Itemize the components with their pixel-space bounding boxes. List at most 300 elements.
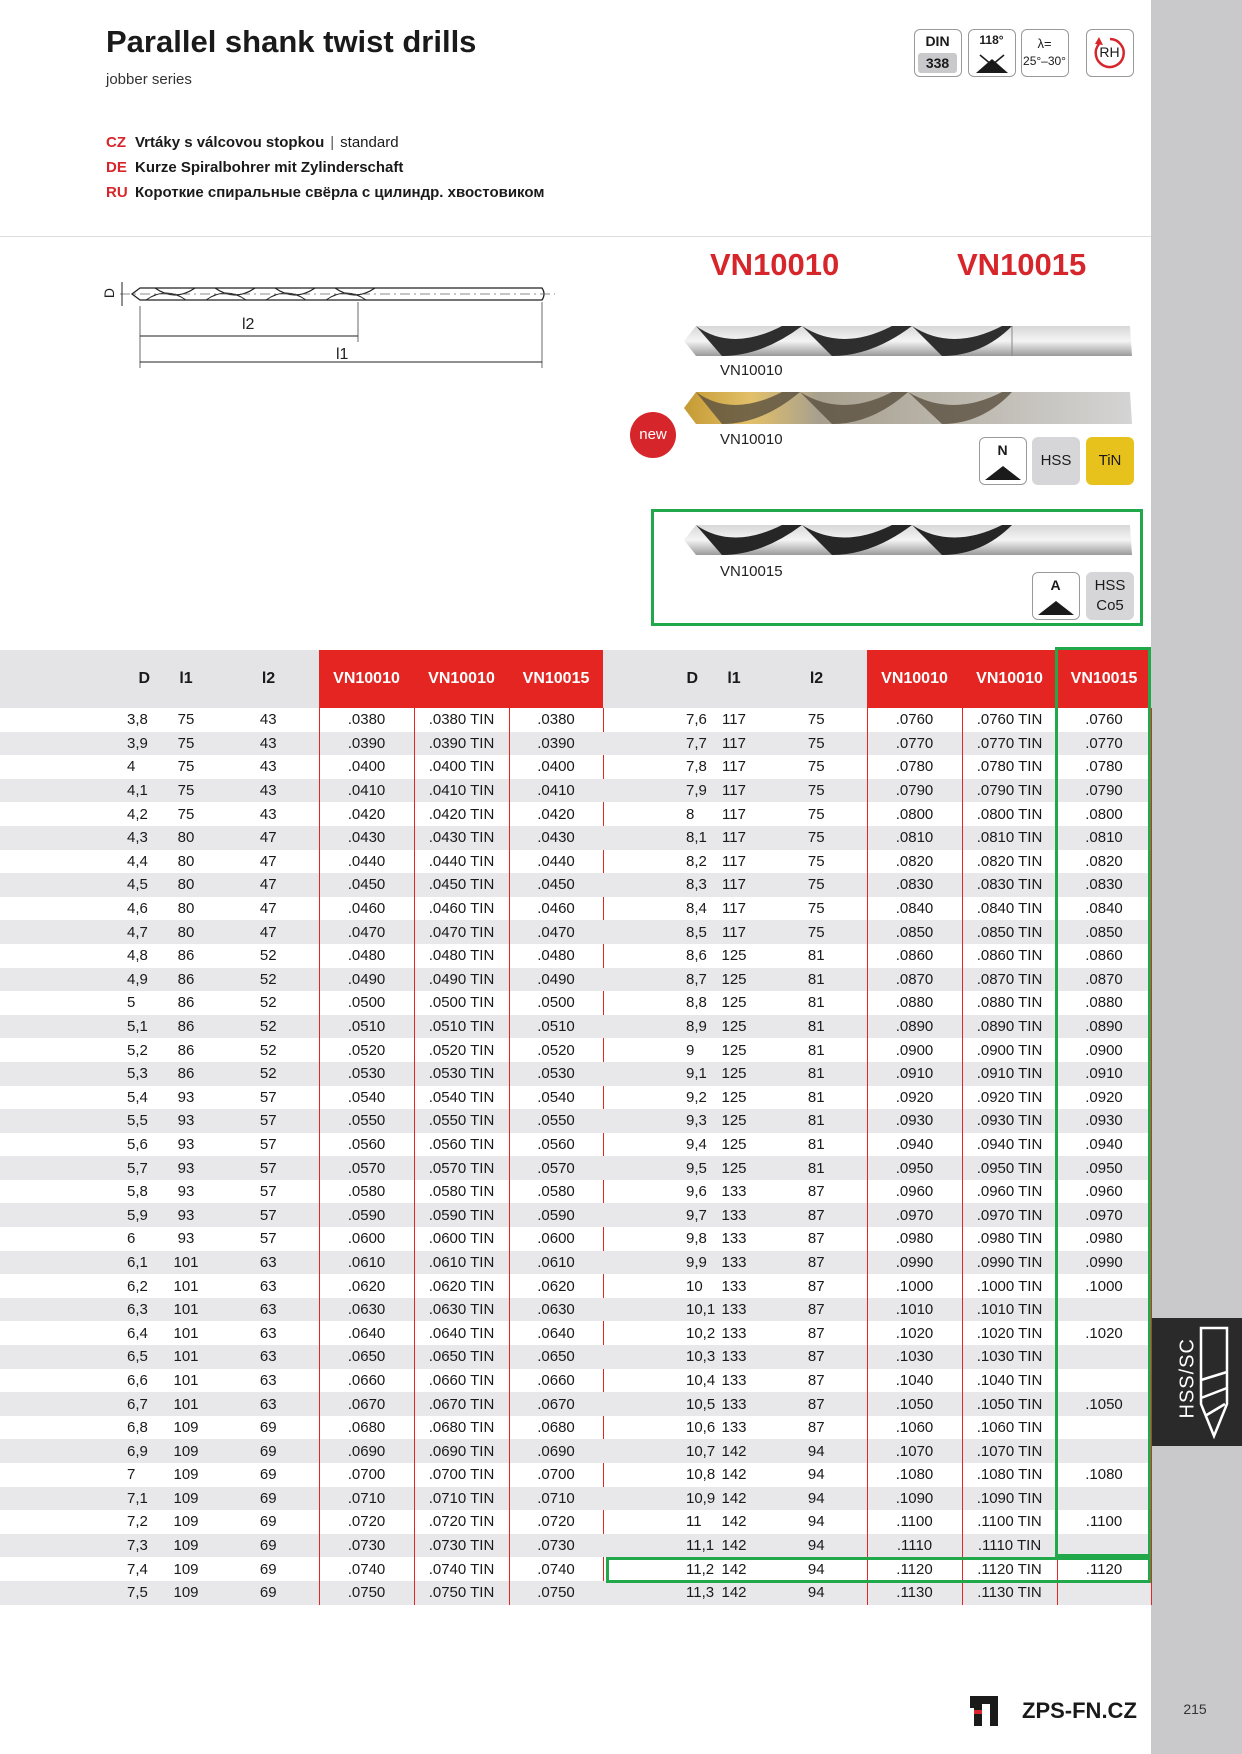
cell-vn10010-tin: .0930 TIN xyxy=(962,1109,1057,1133)
cell-d: 8,1 xyxy=(603,826,702,850)
cell-l1: 142 xyxy=(702,1581,766,1605)
cell-vn10010: .0510 xyxy=(319,1015,414,1039)
cell-vn10010: .0970 xyxy=(867,1203,962,1227)
table-row xyxy=(0,1086,603,1110)
cell-l2: 57 xyxy=(218,1203,319,1227)
cell-d: 11,3 xyxy=(603,1581,702,1605)
cell-l1: 93 xyxy=(177,1088,195,1106)
cell-l1: 142 xyxy=(721,1513,747,1531)
cell-vn10010: .0830 xyxy=(867,873,962,897)
cell-vn10010: .0620 xyxy=(319,1274,414,1298)
cell-l1: 133 xyxy=(721,1230,747,1248)
cell-l2: 87 xyxy=(807,1419,825,1437)
cell-vn10010-tin: .0770 TIN xyxy=(962,732,1057,756)
cell-vn10010: .1000 xyxy=(867,1274,962,1298)
cell-vn10010: .0480 xyxy=(319,944,414,968)
cell-l2: 81 xyxy=(766,1062,867,1086)
cell-d: 6,8 xyxy=(127,1419,148,1437)
cell-d: 4,4 xyxy=(127,852,148,870)
cell-d: 5,5 xyxy=(0,1109,154,1133)
cell-l2: 81 xyxy=(807,994,825,1012)
cell-l2: 75 xyxy=(766,873,867,897)
cell-vn10015: .0440 xyxy=(509,850,603,874)
cell-l2: 94 xyxy=(766,1487,867,1511)
cell-vn10015: .0740 xyxy=(509,1557,603,1581)
cell-vn10010-tin: .0890 TIN xyxy=(962,1015,1057,1039)
cell-vn10010-tin: .0580 TIN xyxy=(414,1180,509,1204)
cell-vn10015: .0520 xyxy=(509,1038,603,1062)
product-code-1: VN10010 xyxy=(710,247,840,282)
lang-code: RU xyxy=(106,184,128,201)
cell-vn10015: .1120 xyxy=(1057,1557,1151,1581)
cell-vn10010: .0940 xyxy=(867,1133,962,1157)
cell-l2: 47 xyxy=(218,826,319,850)
helix-angle-badge xyxy=(1021,29,1069,77)
cell-d: 10,5 xyxy=(603,1392,702,1416)
cell-d: 9,8 xyxy=(686,1230,707,1248)
cell-vn10015: .0840 xyxy=(1057,897,1151,921)
cell-l2: 63 xyxy=(259,1371,277,1389)
header-divider xyxy=(0,236,1151,237)
cell-vn10010-tin: .1030 TIN xyxy=(962,1345,1057,1369)
cell-l1: 80 xyxy=(154,873,218,897)
cell-l2: 87 xyxy=(766,1345,867,1369)
highlight-column-vn10015 xyxy=(1055,647,1151,1557)
cell-vn10010: .0400 xyxy=(319,755,414,779)
cell-vn10010: .0850 xyxy=(867,920,962,944)
cell-vn10015: .0760 xyxy=(1057,708,1151,732)
cell-vn10015: .0630 xyxy=(509,1298,603,1322)
cell-vn10015: .0530 xyxy=(509,1062,603,1086)
cell-d: 10,3 xyxy=(603,1345,702,1369)
cell-l1: 109 xyxy=(173,1560,199,1578)
cell-vn10010-tin: .0830 TIN xyxy=(962,873,1057,897)
cell-vn10015: .1050 xyxy=(1057,1392,1151,1416)
cell-d: 6,2 xyxy=(127,1277,148,1295)
cell-l1: 93 xyxy=(177,1183,195,1201)
rotation-badge xyxy=(1086,29,1134,77)
cell-d: 10,8 xyxy=(686,1466,716,1484)
drill-icon xyxy=(1195,1324,1233,1440)
cell-d: 4,7 xyxy=(0,920,154,944)
material-type-a-badge xyxy=(1032,572,1080,620)
cell-l2: 52 xyxy=(218,1015,319,1039)
cell-l1: 75 xyxy=(154,779,218,803)
cell-l1: 93 xyxy=(177,1230,195,1248)
cell-l2: 87 xyxy=(766,1251,867,1275)
rotation-label: RH xyxy=(1099,44,1120,60)
cell-l2: 63 xyxy=(218,1392,319,1416)
cell-d: 9,1 xyxy=(603,1062,702,1086)
table-row xyxy=(0,1369,603,1393)
lang-title: Kurze Spiralbohrer mit Zylinderschaft xyxy=(135,159,404,176)
cell-l2: 57 xyxy=(218,1156,319,1180)
cell-l1: 117 xyxy=(702,920,766,944)
table-row xyxy=(0,1227,603,1251)
cell-d: 7,3 xyxy=(0,1534,154,1558)
cell-l2: 87 xyxy=(766,1203,867,1227)
material-type-a-label: A xyxy=(1050,577,1061,593)
col-header-d: D xyxy=(0,650,154,708)
lang-title: Vrtáky s válcovou stopkou xyxy=(135,134,325,151)
cell-vn10015: .0380 xyxy=(509,708,603,732)
cell-vn10015: .0830 xyxy=(1057,873,1151,897)
cell-vn10010: .0800 xyxy=(867,802,962,826)
cell-vn10015: .0690 xyxy=(509,1439,603,1463)
din-badge-bottom: 338 xyxy=(918,53,957,73)
table-row xyxy=(0,802,603,826)
cell-vn10010: .0780 xyxy=(867,755,962,779)
cell-l1: 133 xyxy=(721,1183,747,1201)
cell-vn10015: .0790 xyxy=(1057,779,1151,803)
cell-vn10010: .0760 xyxy=(867,708,962,732)
cell-vn10015: .0500 xyxy=(509,991,603,1015)
cell-l2: 43 xyxy=(259,758,277,776)
cell-vn10010-tin: .0510 TIN xyxy=(414,1015,509,1039)
cell-d: 6,1 xyxy=(0,1251,154,1275)
cell-l2: 75 xyxy=(807,711,825,729)
cell-l1: 101 xyxy=(173,1277,199,1295)
cell-vn10010: .0650 xyxy=(319,1345,414,1369)
cell-d: 5,7 xyxy=(0,1156,154,1180)
cell-l2: 52 xyxy=(218,968,319,992)
cell-l1: 109 xyxy=(173,1419,199,1437)
din-badge xyxy=(914,29,962,77)
cell-d: 8,8 xyxy=(686,994,707,1012)
cell-l1: 117 xyxy=(702,779,766,803)
cell-l2: 47 xyxy=(259,900,277,918)
cell-l1: 109 xyxy=(154,1487,218,1511)
cell-vn10015: .0640 xyxy=(509,1321,603,1345)
cell-vn10010: .0570 xyxy=(319,1156,414,1180)
cell-d: 4,9 xyxy=(0,968,154,992)
cell-l2: 81 xyxy=(766,1015,867,1039)
cell-vn10015: .0510 xyxy=(509,1015,603,1039)
cell-vn10015: .0480 xyxy=(509,944,603,968)
table-row xyxy=(0,1298,603,1322)
cell-vn10015: .1100 xyxy=(1057,1510,1151,1534)
cell-vn10010-tin: .0450 TIN xyxy=(414,873,509,897)
cell-vn10010: .1080 xyxy=(867,1463,962,1487)
highlight-row-11-2 xyxy=(606,1557,1151,1583)
cell-vn10010: .0580 xyxy=(319,1180,414,1204)
cell-vn10010-tin: .0970 TIN xyxy=(962,1203,1057,1227)
cell-d: 4,5 xyxy=(0,873,154,897)
cell-l2: 57 xyxy=(218,1109,319,1133)
cell-d: 4,1 xyxy=(0,779,154,803)
cell-vn10010: .0600 xyxy=(319,1227,414,1251)
page-title: Parallel shank twist drills xyxy=(106,24,477,59)
cell-l1: 109 xyxy=(154,1439,218,1463)
cell-d: 7,1 xyxy=(0,1487,154,1511)
cell-vn10010: .1090 xyxy=(867,1487,962,1511)
cell-vn10010: .0980 xyxy=(867,1227,962,1251)
cell-vn10015: .0400 xyxy=(509,755,603,779)
cell-vn10015: .0920 xyxy=(1057,1086,1151,1110)
cell-vn10015: .0890 xyxy=(1057,1015,1151,1039)
cell-d: 5,1 xyxy=(0,1015,154,1039)
cell-vn10015: .0700 xyxy=(509,1463,603,1487)
cell-vn10015: .0680 xyxy=(509,1416,603,1440)
cell-vn10010: .0560 xyxy=(319,1133,414,1157)
cell-l2: 94 xyxy=(807,1560,825,1578)
cell-vn10010-tin: .0400 TIN xyxy=(414,755,509,779)
cell-l2: 52 xyxy=(259,947,277,965)
cell-l1: 101 xyxy=(173,1371,199,1389)
new-badge: new xyxy=(630,412,676,458)
cell-d: 5,3 xyxy=(0,1062,154,1086)
cell-vn10010: .0990 xyxy=(867,1251,962,1275)
table-row xyxy=(0,897,603,921)
cell-l1: 80 xyxy=(154,826,218,850)
drill-caption-3: VN10015 xyxy=(720,563,783,580)
cell-vn10015: .0810 xyxy=(1057,826,1151,850)
col-header-vn10015: VN10015 xyxy=(509,650,603,708)
cell-d: 8,2 xyxy=(686,852,707,870)
cell-l2: 43 xyxy=(259,805,277,823)
cell-vn10015: .0450 xyxy=(509,873,603,897)
cell-l1: 80 xyxy=(177,900,195,918)
cell-l1: 80 xyxy=(177,852,195,870)
cell-vn10010-tin: .0680 TIN xyxy=(414,1416,509,1440)
cell-vn10015: .0950 xyxy=(1057,1156,1151,1180)
cell-vn10015: .0980 xyxy=(1057,1227,1151,1251)
table-row xyxy=(0,1487,603,1511)
cell-vn10010-tin: .0660 TIN xyxy=(414,1369,509,1393)
cell-vn10010: .0550 xyxy=(319,1109,414,1133)
cell-l1: 86 xyxy=(154,1015,218,1039)
cell-vn10010-tin: .0790 TIN xyxy=(962,779,1057,803)
table-row xyxy=(603,1581,1151,1605)
cell-vn10015: .0420 xyxy=(509,802,603,826)
cell-d: 3,8 xyxy=(127,711,148,729)
cell-vn10010: .0720 xyxy=(319,1510,414,1534)
cell-vn10010: .0430 xyxy=(319,826,414,850)
cell-l2: 81 xyxy=(807,947,825,965)
cell-vn10010: .1110 xyxy=(867,1534,962,1558)
cell-vn10015: .0780 xyxy=(1057,755,1151,779)
col-header-l1: l1 xyxy=(702,650,766,708)
cell-vn10010: .1100 xyxy=(867,1510,962,1534)
cell-vn10010: .0840 xyxy=(867,897,962,921)
cell-vn10010: .0730 xyxy=(319,1534,414,1558)
section-tab-label: HSS/SC xyxy=(1176,1338,1199,1419)
cell-d: 5,8 xyxy=(127,1183,148,1201)
cell-l1: 125 xyxy=(721,947,747,965)
cell-vn10010-tin: .0960 TIN xyxy=(962,1180,1057,1204)
cell-d: 9,2 xyxy=(686,1088,707,1106)
cell-vn10010-tin: .0560 TIN xyxy=(414,1133,509,1157)
cell-vn10015 xyxy=(1057,1581,1151,1605)
col-header-l1: l1 xyxy=(154,650,218,708)
cell-vn10015: .0940 xyxy=(1057,1133,1151,1157)
material-hssco-line2: Co5 xyxy=(1096,597,1124,614)
cell-vn10015: .0460 xyxy=(509,897,603,921)
cell-d: 4,6 xyxy=(127,900,148,918)
cell-vn10010-tin: .0810 TIN xyxy=(962,826,1057,850)
cell-l1: 133 xyxy=(721,1324,747,1342)
cell-l1: 101 xyxy=(154,1345,218,1369)
cell-vn10010-tin: .1070 TIN xyxy=(962,1439,1057,1463)
cell-l2: 69 xyxy=(259,1466,277,1484)
page-number: 215 xyxy=(1183,1701,1207,1717)
lang-code: DE xyxy=(106,159,127,176)
cell-l1: 93 xyxy=(177,1135,195,1153)
cell-vn10010-tin: .0720 TIN xyxy=(414,1510,509,1534)
cell-vn10010-tin: .0820 TIN xyxy=(962,850,1057,874)
cell-vn10015: .0580 xyxy=(509,1180,603,1204)
cell-l2: 63 xyxy=(259,1324,277,1342)
cell-vn10015: .1020 xyxy=(1057,1321,1151,1345)
cell-l1: 86 xyxy=(154,968,218,992)
cell-vn10010-tin: .0520 TIN xyxy=(414,1038,509,1062)
cell-l2: 94 xyxy=(766,1439,867,1463)
cell-l2: 69 xyxy=(218,1439,319,1463)
cell-l2: 52 xyxy=(259,994,277,1012)
cell-vn10010-tin: .0900 TIN xyxy=(962,1038,1057,1062)
table-row xyxy=(0,1133,603,1157)
cell-vn10010: .0470 xyxy=(319,920,414,944)
cell-vn10015: .0410 xyxy=(509,779,603,803)
cell-l2: 81 xyxy=(807,1041,825,1059)
cell-d: 9,5 xyxy=(603,1156,702,1180)
cell-d: 11,2 xyxy=(686,1560,715,1578)
cell-l1: 86 xyxy=(177,1041,195,1059)
table-row xyxy=(0,968,603,992)
cell-vn10010-tin: .1020 TIN xyxy=(962,1321,1057,1345)
cell-vn10015: .0600 xyxy=(509,1227,603,1251)
cell-vn10010: .0380 xyxy=(319,708,414,732)
cell-vn10010: .0710 xyxy=(319,1487,414,1511)
cell-l2: 69 xyxy=(218,1581,319,1605)
cell-vn10010: .0520 xyxy=(319,1038,414,1062)
cell-l1: 133 xyxy=(702,1392,766,1416)
cell-l2: 63 xyxy=(218,1298,319,1322)
cell-l2: 47 xyxy=(259,852,277,870)
cell-vn10010: .1050 xyxy=(867,1392,962,1416)
cell-vn10010-tin: .0760 TIN xyxy=(962,708,1057,732)
cell-vn10015: .0970 xyxy=(1057,1203,1151,1227)
cell-vn10010: .0670 xyxy=(319,1392,414,1416)
section-tab[interactable] xyxy=(1151,1318,1242,1446)
cell-vn10015: .0710 xyxy=(509,1487,603,1511)
cell-d: 6,5 xyxy=(0,1345,154,1369)
cell-d: 4 xyxy=(127,758,136,776)
cell-vn10015: .0610 xyxy=(509,1251,603,1275)
cell-d: 10 xyxy=(686,1277,703,1295)
cell-d: 7 xyxy=(127,1466,136,1484)
side-bar xyxy=(1151,0,1242,1754)
page-subtitle: jobber series xyxy=(106,71,192,88)
cell-vn10015: .0730 xyxy=(509,1534,603,1558)
cell-vn10010-tin: .0670 TIN xyxy=(414,1392,509,1416)
cell-l1: 109 xyxy=(173,1513,199,1531)
cell-l1: 109 xyxy=(154,1581,218,1605)
cell-vn10010-tin: .0860 TIN xyxy=(962,944,1057,968)
cell-l2: 43 xyxy=(259,711,277,729)
cell-vn10010: .0530 xyxy=(319,1062,414,1086)
size-table-left xyxy=(0,650,604,1605)
table-row xyxy=(0,1345,603,1369)
brand-url[interactable]: ZPS-FN.CZ xyxy=(1022,1698,1137,1723)
cell-l1: 125 xyxy=(702,968,766,992)
cell-l2: 47 xyxy=(218,873,319,897)
cell-l2: 57 xyxy=(259,1088,277,1106)
cell-l2: 43 xyxy=(218,779,319,803)
cell-d: 5 xyxy=(127,994,136,1012)
cell-d: 10,6 xyxy=(686,1419,716,1437)
col-header-l2: l2 xyxy=(766,650,867,708)
table-row xyxy=(0,732,603,756)
cell-vn10010-tin: .1120 TIN xyxy=(962,1557,1057,1581)
cell-vn10015: .0720 xyxy=(509,1510,603,1534)
cell-l2: 43 xyxy=(218,732,319,756)
cell-vn10015: .0550 xyxy=(509,1109,603,1133)
cell-d: 6 xyxy=(127,1230,136,1248)
table-row xyxy=(0,826,603,850)
cell-vn10010-tin: .0990 TIN xyxy=(962,1251,1057,1275)
cell-vn10010-tin: .0430 TIN xyxy=(414,826,509,850)
cell-vn10010: .0910 xyxy=(867,1062,962,1086)
material-type-n-label: N xyxy=(997,442,1008,458)
cell-l1: 117 xyxy=(702,826,766,850)
cell-vn10010: .0960 xyxy=(867,1180,962,1204)
cell-l2: 69 xyxy=(259,1560,277,1578)
cell-vn10010: .0880 xyxy=(867,991,962,1015)
cell-vn10010: .0870 xyxy=(867,968,962,992)
cell-vn10015: .0910 xyxy=(1057,1062,1151,1086)
table-row xyxy=(0,1392,603,1416)
cell-vn10010-tin: .0420 TIN xyxy=(414,802,509,826)
cell-l1: 80 xyxy=(154,920,218,944)
cell-vn10015: .0430 xyxy=(509,826,603,850)
table-row xyxy=(0,1274,603,1298)
cell-l1: 133 xyxy=(721,1371,747,1389)
cell-vn10010-tin: .1050 TIN xyxy=(962,1392,1057,1416)
col-header-vn10010: VN10010 xyxy=(867,650,962,708)
cell-l2: 81 xyxy=(766,968,867,992)
cell-vn10015: .0850 xyxy=(1057,920,1151,944)
cell-l1: 133 xyxy=(721,1419,747,1437)
lang-line-ru xyxy=(106,184,544,201)
table-row xyxy=(0,1439,603,1463)
cell-l2: 87 xyxy=(807,1324,825,1342)
cell-l1: 142 xyxy=(721,1466,747,1484)
cell-d: 6,3 xyxy=(0,1298,154,1322)
cell-d: 10,1 xyxy=(603,1298,702,1322)
drill-caption-2: VN10010 xyxy=(720,431,783,448)
cell-d: 3,9 xyxy=(0,732,154,756)
cell-d: 7,6 xyxy=(686,711,707,729)
cell-vn10010: .0390 xyxy=(319,732,414,756)
cell-vn10010-tin: .1100 TIN xyxy=(962,1510,1057,1534)
cell-l1: 109 xyxy=(173,1466,199,1484)
cell-l1: 133 xyxy=(702,1251,766,1275)
cell-l1: 75 xyxy=(177,758,195,776)
cell-d: 6,6 xyxy=(127,1371,148,1389)
cell-vn10010: .0920 xyxy=(867,1086,962,1110)
cell-vn10015: .0870 xyxy=(1057,968,1151,992)
cell-d: 8,7 xyxy=(603,968,702,992)
cell-vn10015: .0540 xyxy=(509,1086,603,1110)
cell-l2: 87 xyxy=(807,1371,825,1389)
cell-vn10010-tin: .0530 TIN xyxy=(414,1062,509,1086)
cell-l1: 101 xyxy=(154,1298,218,1322)
cell-l2: 75 xyxy=(807,900,825,918)
col-header-vn10010: VN10010 xyxy=(319,650,414,708)
cell-l1: 86 xyxy=(154,1062,218,1086)
cell-d: 11 xyxy=(686,1513,702,1531)
